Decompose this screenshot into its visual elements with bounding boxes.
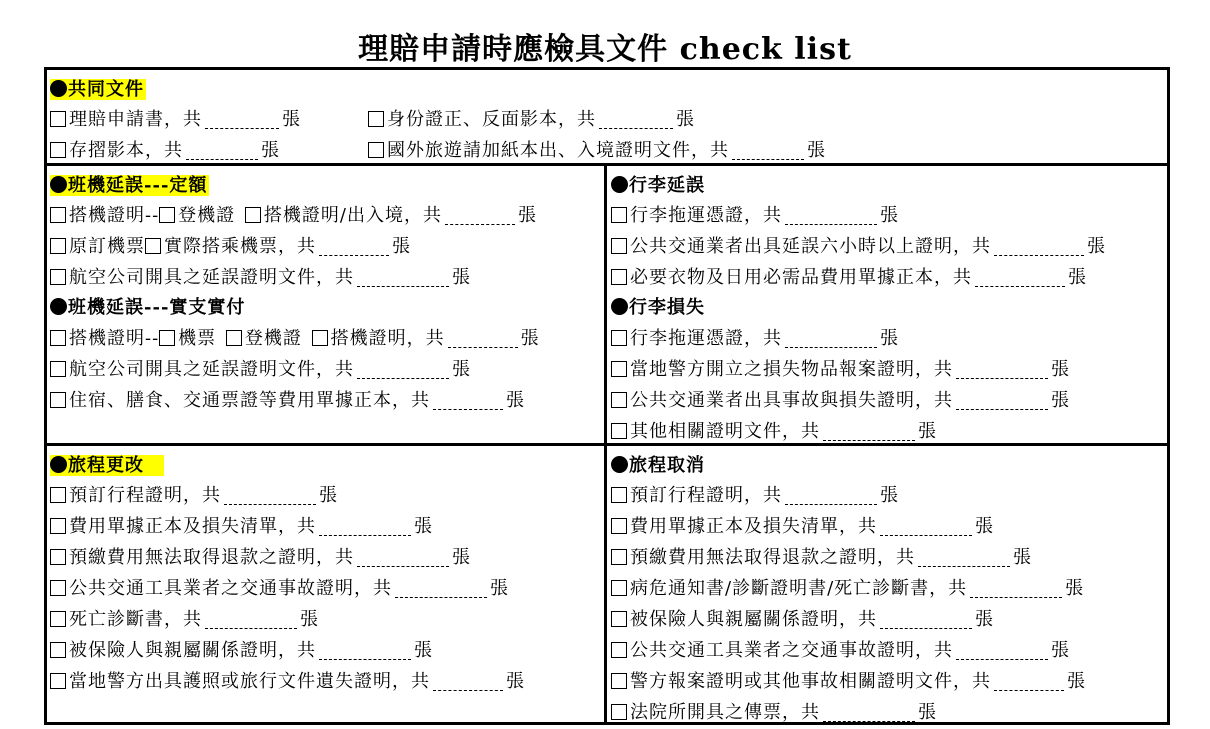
list-item: 國外旅遊請加紙本出、入境證明文件，共 張 — [368, 135, 826, 166]
list-item: 理賠申請書，共 張 — [50, 104, 301, 135]
count-blank[interactable] — [357, 356, 449, 379]
count-blank[interactable] — [785, 325, 877, 348]
checkbox[interactable] — [50, 673, 66, 689]
count-blank[interactable] — [319, 233, 389, 256]
list-item: 公共交通工具業者之交通事故證明，共 張 — [611, 635, 1070, 666]
list-item: 當地警方出具護照或旅行文件遺失證明，共 張 — [50, 666, 525, 697]
checkbox[interactable] — [611, 580, 627, 596]
checkbox[interactable] — [50, 611, 66, 627]
checkbox[interactable] — [50, 518, 66, 534]
count-blank[interactable] — [880, 513, 972, 536]
checkbox[interactable] — [312, 330, 328, 346]
list-item: 公共交通工具業者之交通事故證明，共 張 — [50, 573, 509, 604]
count-blank[interactable] — [319, 637, 411, 660]
list-item: 航空公司開具之延誤證明文件，共 張 — [50, 262, 471, 293]
checkbox[interactable] — [611, 423, 627, 439]
list-item: 存摺影本，共 張 — [50, 135, 280, 166]
checkbox[interactable] — [50, 207, 66, 223]
list-item: 費用單據正本及損失清單，共 張 — [50, 511, 433, 542]
count-blank[interactable] — [970, 575, 1062, 598]
list-item: 預繳費用無法取得退款之證明，共 張 — [50, 542, 471, 573]
count-blank[interactable] — [880, 606, 972, 629]
divider-vertical — [604, 163, 607, 725]
list-item: 身份證正、反面影本，共 張 — [368, 104, 695, 135]
checkbox[interactable] — [611, 392, 627, 408]
section-heading-flight-fixed: 班機延誤---定額 — [50, 170, 209, 201]
count-blank[interactable] — [975, 264, 1065, 287]
list-item: 其他相關證明文件，共 張 — [611, 416, 937, 447]
bullet-icon — [50, 456, 67, 473]
bullet-icon — [611, 176, 628, 193]
bullet-icon — [611, 298, 628, 315]
checkbox[interactable] — [611, 642, 627, 658]
count-blank[interactable] — [433, 387, 503, 410]
count-blank[interactable] — [956, 637, 1048, 660]
page-title: 理賠申請時應檢具文件 check list — [358, 32, 852, 67]
count-blank[interactable] — [994, 668, 1064, 691]
checkbox[interactable] — [611, 361, 627, 377]
list-item: 病危通知書/診斷證明書/死亡診斷書，共 張 — [611, 573, 1084, 604]
checkbox[interactable] — [50, 549, 66, 565]
checkbox[interactable] — [50, 580, 66, 596]
list-item: 行李拖運憑證，共 張 — [611, 323, 899, 354]
bullet-icon — [50, 176, 67, 193]
list-item: 被保險人與親屬關係證明，共 張 — [50, 635, 433, 666]
checkbox[interactable] — [368, 111, 384, 127]
list-item: 當地警方開立之損失物品報案證明，共 張 — [611, 354, 1070, 385]
divider-middle — [44, 443, 1170, 446]
list-item: 原訂機票 實際搭乘機票，共 張 — [50, 231, 411, 262]
checkbox[interactable] — [50, 111, 66, 127]
count-blank[interactable] — [448, 325, 518, 348]
list-item: 住宿、膳食、交通票證等費用單據正本，共 張 — [50, 385, 525, 416]
count-blank[interactable] — [319, 513, 411, 536]
count-blank[interactable] — [395, 575, 487, 598]
checkbox[interactable] — [159, 207, 175, 223]
count-blank[interactable] — [994, 233, 1084, 256]
count-blank[interactable] — [205, 106, 279, 129]
count-blank[interactable] — [956, 356, 1048, 379]
list-item: 警方報案證明或其他事故相關證明文件，共 張 — [611, 666, 1086, 697]
section-heading-flight-actual: 班機延誤---實支實付 — [50, 292, 245, 323]
list-item: 被保險人與親屬關係證明，共 張 — [611, 604, 994, 635]
list-item: 預繳費用無法取得退款之證明，共 張 — [611, 542, 1032, 573]
checkbox[interactable] — [611, 238, 627, 254]
checkbox[interactable] — [611, 549, 627, 565]
list-item: 行李拖運憑證，共 張 — [611, 200, 899, 231]
list-item: 公共交通業者出具事故與損失證明，共 張 — [611, 385, 1070, 416]
checkbox[interactable] — [611, 269, 627, 285]
count-blank[interactable] — [186, 137, 258, 160]
checkbox[interactable] — [611, 704, 627, 720]
count-blank[interactable] — [205, 606, 297, 629]
section-heading-baggage-loss: 行李損失 — [611, 292, 705, 323]
checkbox[interactable] — [611, 673, 627, 689]
bullet-icon — [50, 298, 67, 315]
checkbox[interactable] — [50, 392, 66, 408]
count-blank[interactable] — [445, 202, 515, 225]
count-blank[interactable] — [732, 137, 804, 160]
checkbox[interactable] — [611, 487, 627, 503]
checkbox[interactable] — [145, 238, 161, 254]
list-item: 航空公司開具之延誤證明文件，共 張 — [50, 354, 471, 385]
list-item: 搭機證明-- 機票 登機證 搭機證明，共 張 — [50, 323, 540, 354]
checkbox[interactable] — [50, 330, 66, 346]
bullet-icon — [50, 80, 67, 97]
section-heading-baggage-delay: 行李延誤 — [611, 170, 705, 201]
list-item: 必要衣物及日用必需品費用單據正本，共 張 — [611, 262, 1087, 293]
count-blank[interactable] — [599, 106, 673, 129]
checkbox[interactable] — [226, 330, 242, 346]
count-blank[interactable] — [433, 668, 503, 691]
list-item: 預訂行程證明，共 張 — [50, 480, 338, 511]
section-heading-trip-cancel: 旅程取消 — [611, 450, 705, 481]
list-item: 預訂行程證明，共 張 — [611, 480, 899, 511]
list-item: 死亡診斷書，共 張 — [50, 604, 319, 635]
section-heading-trip-change: 旅程更改 — [50, 450, 164, 481]
section-heading-common: 共同文件 — [50, 74, 146, 105]
checkbox[interactable] — [368, 142, 384, 158]
list-item: 公共交通業者出具延誤六小時以上證明，共 張 — [611, 231, 1106, 262]
count-blank[interactable] — [357, 544, 449, 567]
list-item: 法院所開具之傳票，共 張 — [611, 697, 937, 728]
bullet-icon — [611, 456, 628, 473]
checkbox[interactable] — [159, 330, 175, 346]
checkbox[interactable] — [611, 330, 627, 346]
count-blank[interactable] — [956, 387, 1048, 410]
checkbox[interactable] — [611, 611, 627, 627]
list-item: 搭機證明-- 登機證 搭機證明/出入境，共 張 — [50, 200, 537, 231]
count-blank[interactable] — [224, 482, 316, 505]
checkbox[interactable] — [245, 207, 261, 223]
list-item: 費用單據正本及損失清單，共 張 — [611, 511, 994, 542]
checkbox[interactable] — [50, 269, 66, 285]
checkbox[interactable] — [50, 238, 66, 254]
count-blank[interactable] — [785, 482, 877, 505]
count-blank[interactable] — [357, 264, 449, 287]
count-blank[interactable] — [918, 544, 1010, 567]
count-blank[interactable] — [823, 418, 915, 441]
count-blank[interactable] — [823, 699, 915, 722]
checkbox[interactable] — [50, 142, 66, 158]
checkbox[interactable] — [50, 642, 66, 658]
count-blank[interactable] — [785, 202, 877, 225]
checkbox[interactable] — [50, 487, 66, 503]
checkbox[interactable] — [611, 518, 627, 534]
checkbox[interactable] — [50, 361, 66, 377]
checkbox[interactable] — [611, 207, 627, 223]
